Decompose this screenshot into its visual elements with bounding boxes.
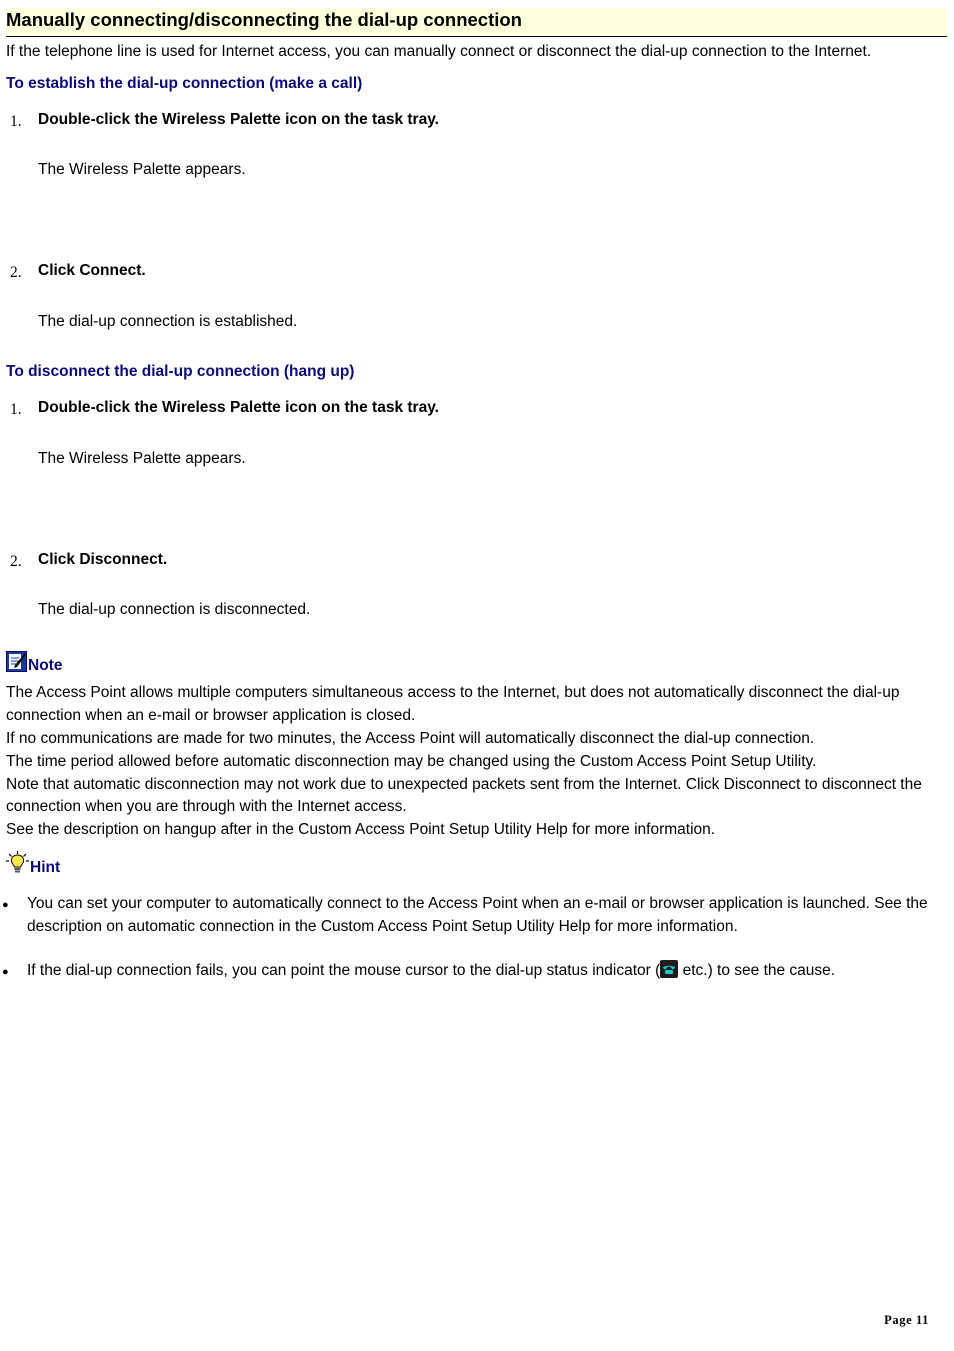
disconnect-heading: To disconnect the dial-up connection (hang up)	[6, 363, 355, 380]
establish-step-2-result: The dial-up connection is established.	[38, 313, 298, 330]
note-line-2: connection when an e-mail or browser application is closed.	[6, 707, 416, 724]
note-line-3: If no communications are made for two minutes, the Access Point will automatically disconnect the dial-up connection.	[6, 730, 815, 747]
hint-item-2	[27, 959, 937, 982]
establish-step-2-number: 2.	[10, 264, 22, 281]
hint-bullet-2: ●	[2, 966, 9, 978]
note-line-4: The time period allowed before automatic disconnection may be changed using the Custom Access Point Setup Utility.	[6, 753, 817, 770]
note-icon	[6, 651, 27, 672]
page-number: Page 11	[884, 1313, 929, 1327]
note-line-7: See the description on hangup after in the Custom Access Point Setup Utility Help for more information.	[6, 821, 716, 838]
establish-step-1-title: Double-click the Wireless Palette icon on the task tray.	[38, 111, 439, 128]
hint-item-2-after: etc.) to see the cause.	[678, 962, 836, 979]
establish-step-2-title: Click Connect.	[38, 262, 146, 279]
disconnect-step-1-number: 1.	[10, 401, 22, 418]
intro-paragraph: If the telephone line is used for Internet access, you can manually connect or disconnect the dial-up connection to the Internet.	[6, 43, 872, 60]
disconnect-step-2-title: Click Disconnect.	[38, 551, 168, 568]
lightbulb-icon	[6, 851, 29, 875]
disconnect-step-2-result: The dial-up connection is disconnected.	[38, 601, 311, 618]
disconnect-step-1-result: The Wireless Palette appears.	[38, 450, 246, 467]
disconnect-step-2-number: 2.	[10, 553, 22, 570]
hint-item-2-before: If the dial-up connection fails, you can point the mouse cursor to the dial-up status indicator (	[27, 962, 661, 979]
note-line-5: Note that automatic disconnection may not work due to unexpected packets sent from the Internet. Click Disconnect to disconnect the	[6, 776, 922, 793]
note-label: Note	[28, 657, 63, 674]
hint-bullet-1: ●	[2, 899, 9, 911]
hint-item-1: You can set your computer to automatically connect to the Access Point when an e-mail or browser application is launched. See the description on automatic connection in the Custom Access Point Setup Utility Help for more information.	[27, 895, 928, 935]
note-line-1: The Access Point allows multiple computers simultaneous access to the Internet, but does not automatically disconnect the dial-up	[6, 684, 900, 701]
establish-heading: To establish the dial-up connection (make a call)	[6, 75, 363, 92]
hint-label: Hint	[30, 859, 61, 876]
establish-step-1-number: 1.	[10, 113, 22, 130]
page-title: Manually connecting/disconnecting the dial-up connection	[6, 9, 522, 30]
note-line-6: connection when you are through with the Internet access.	[6, 798, 407, 815]
dialup-status-icon	[660, 960, 678, 978]
title-bar	[6, 8, 947, 37]
disconnect-step-1-title: Double-click the Wireless Palette icon on the task tray.	[38, 399, 439, 416]
establish-step-1-result: The Wireless Palette appears.	[38, 161, 246, 178]
